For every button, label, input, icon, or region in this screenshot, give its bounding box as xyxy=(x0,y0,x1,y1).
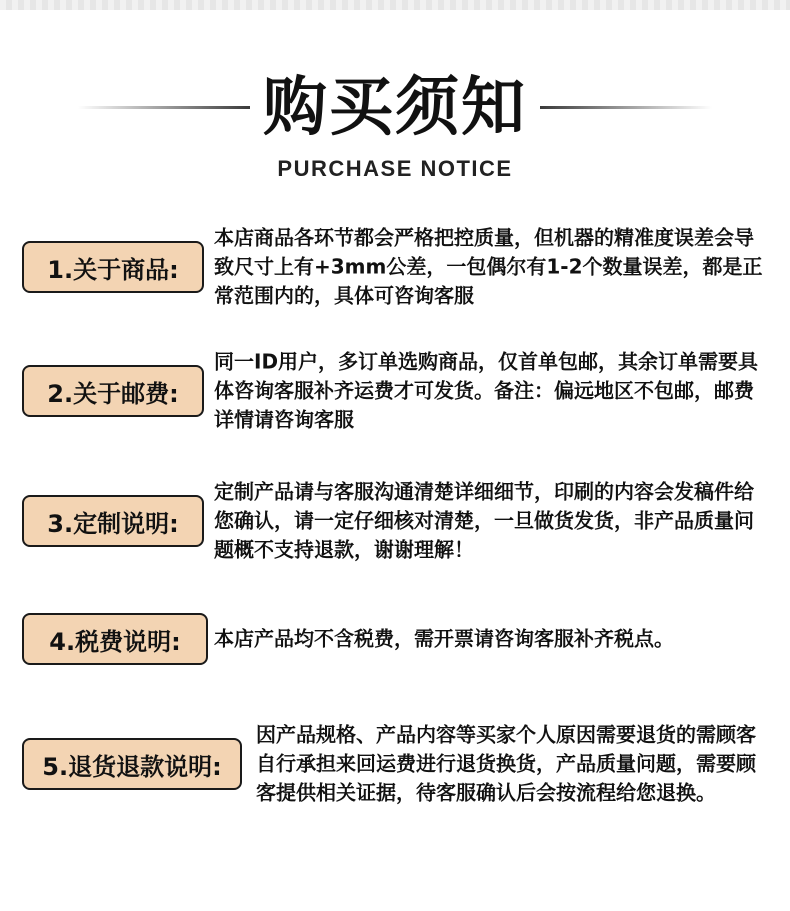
notice-label: 4.税费说明: xyxy=(22,613,208,665)
notice-label: 5.退货退款说明: xyxy=(22,738,242,790)
top-pattern-band xyxy=(0,0,790,10)
notice-product xyxy=(22,222,782,312)
notice-label: 3.定制说明: xyxy=(22,495,204,547)
notice-return xyxy=(22,714,782,814)
notice-custom xyxy=(22,476,782,566)
notice-text: 因产品规格、产品内容等买家个人原因需要退货的需顾客自行承担来回运费进行退货换货，产品质量问题，需要顾客提供相关证据，待客服确认后会按流程给您退换。 xyxy=(256,722,756,805)
notice-label: 2.关于邮费: xyxy=(22,365,204,417)
notice-text: 本店产品均不含税费，需开票请咨询客服补齐税点。 xyxy=(214,626,674,651)
title-rule-left xyxy=(78,106,250,109)
notice-shipping xyxy=(22,346,782,436)
title-rule-right xyxy=(540,106,712,109)
page-subtitle: PURCHASE NOTICE xyxy=(277,156,513,181)
notice-label: 1.关于商品: xyxy=(22,241,204,293)
notice-text: 同一ID用户，多订单选购商品，仅首单包邮，其余订单需要具体咨询客服补齐运费才可发货。备注：偏远地区不包邮，邮费详情请咨询客服 xyxy=(214,349,759,432)
notice-tax xyxy=(22,594,782,684)
notice-text: 定制产品请与客服沟通清楚详细细节，印刷的内容会发稿件给您确认，请一定仔细核对清楚，一旦做货发货，非产品质量问题概不支持退款，谢谢理解！ xyxy=(214,479,754,562)
notice-text: 本店商品各环节都会严格把控质量，但机器的精准度误差会导致尺寸上有+3mm公差，一包偶尔有1-2个数量误差，都是正常范围内的，具体可咨询客服 xyxy=(214,225,763,308)
header xyxy=(0,64,790,194)
page-title: 购买须知 xyxy=(263,71,527,145)
